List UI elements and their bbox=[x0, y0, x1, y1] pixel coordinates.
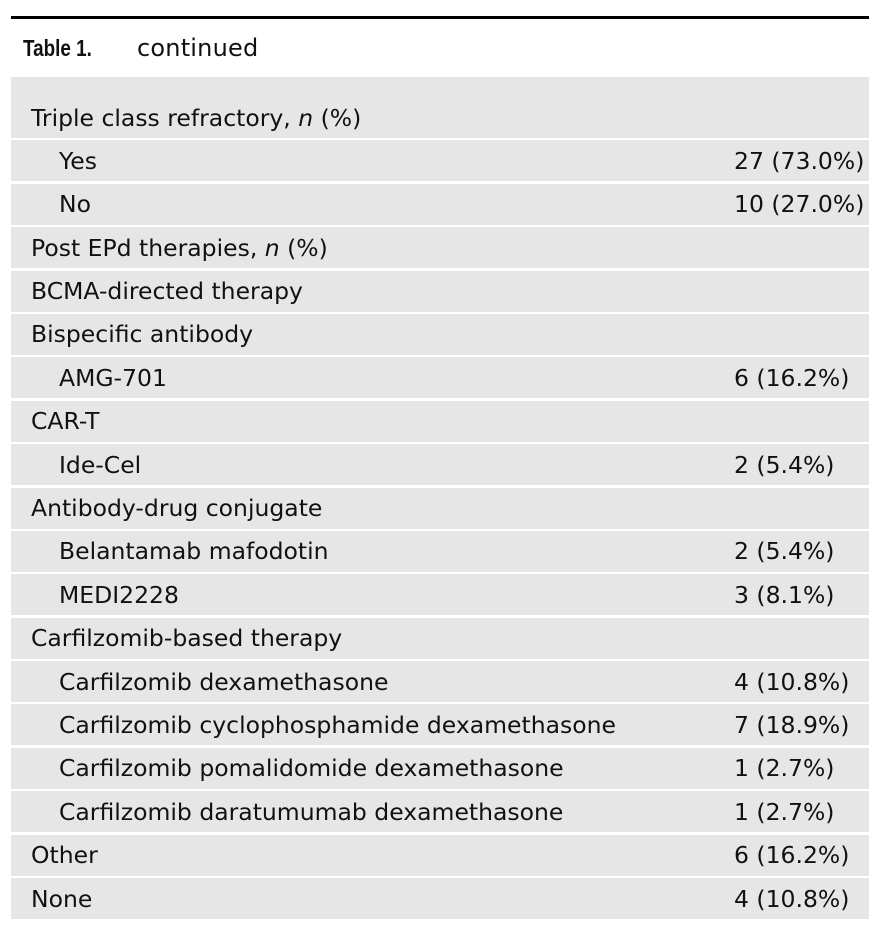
row-value: 2 (5.4%) bbox=[734, 450, 835, 479]
data-table bbox=[11, 16, 869, 919]
table-row bbox=[11, 357, 869, 398]
row-label: CAR-T bbox=[31, 407, 100, 436]
table-row bbox=[11, 97, 869, 138]
row-value: 6 (16.2%) bbox=[734, 841, 850, 870]
row-value: 4 (10.8%) bbox=[734, 667, 850, 696]
row-label: No bbox=[59, 190, 91, 219]
row-label: Post EPd therapies, n (%) bbox=[31, 233, 328, 262]
row-value: 10 (27.0%) bbox=[734, 190, 865, 219]
table-row bbox=[11, 531, 869, 572]
table-row bbox=[11, 488, 869, 529]
row-value: 4 (10.8%) bbox=[734, 884, 850, 913]
table-row bbox=[11, 314, 869, 355]
table-row bbox=[11, 271, 869, 312]
row-label: Ide-Cel bbox=[59, 450, 142, 479]
table-row bbox=[11, 227, 869, 268]
row-label: Carfilzomib cyclophosphamide dexamethasone bbox=[59, 710, 616, 739]
table-row bbox=[11, 835, 869, 876]
table-row bbox=[11, 574, 869, 615]
row-value: 27 (73.0%) bbox=[734, 146, 865, 175]
table-row bbox=[11, 791, 869, 832]
table-row bbox=[11, 748, 869, 789]
row-label: Carfilzomib daratumumab dexamethasone bbox=[59, 797, 564, 826]
table-row bbox=[11, 878, 869, 919]
row-label: Other bbox=[31, 841, 98, 870]
row-label: Carfilzomib dexamethasone bbox=[59, 667, 389, 696]
row-value: 1 (2.7%) bbox=[734, 797, 835, 826]
row-value: 3 (8.1%) bbox=[734, 580, 835, 609]
row-value: 7 (18.9%) bbox=[734, 710, 850, 739]
table-row bbox=[11, 618, 869, 659]
row-label: Carfilzomib-based therapy bbox=[31, 624, 343, 653]
table-row bbox=[11, 184, 869, 225]
row-value: 6 (16.2%) bbox=[734, 363, 850, 392]
row-label: Antibody-drug conjugate bbox=[31, 494, 323, 523]
table-body bbox=[11, 97, 869, 919]
table-row bbox=[11, 444, 869, 485]
row-label: AMG-701 bbox=[59, 363, 167, 392]
row-value: 1 (2.7%) bbox=[734, 754, 835, 783]
table-row bbox=[11, 661, 869, 702]
table-row bbox=[11, 140, 869, 181]
table-caption-label: Table 1. bbox=[23, 34, 92, 61]
row-label: Carfilzomib pomalidomide dexamethasone bbox=[59, 754, 564, 783]
row-label: None bbox=[31, 884, 93, 913]
row-label: Belantamab mafodotin bbox=[59, 537, 329, 566]
row-label: Triple class refractory, n (%) bbox=[31, 103, 362, 132]
row-label: Bispecific antibody bbox=[31, 320, 254, 349]
row-label: BCMA-directed therapy bbox=[31, 277, 303, 306]
row-value: 2 (5.4%) bbox=[734, 537, 835, 566]
table-caption-text: continued bbox=[137, 34, 259, 62]
row-label: Yes bbox=[59, 146, 97, 175]
table-header-spacer bbox=[11, 77, 869, 97]
table-row bbox=[11, 704, 869, 745]
table-caption bbox=[11, 19, 869, 77]
table-row bbox=[11, 401, 869, 442]
row-label: MEDI2228 bbox=[59, 580, 179, 609]
